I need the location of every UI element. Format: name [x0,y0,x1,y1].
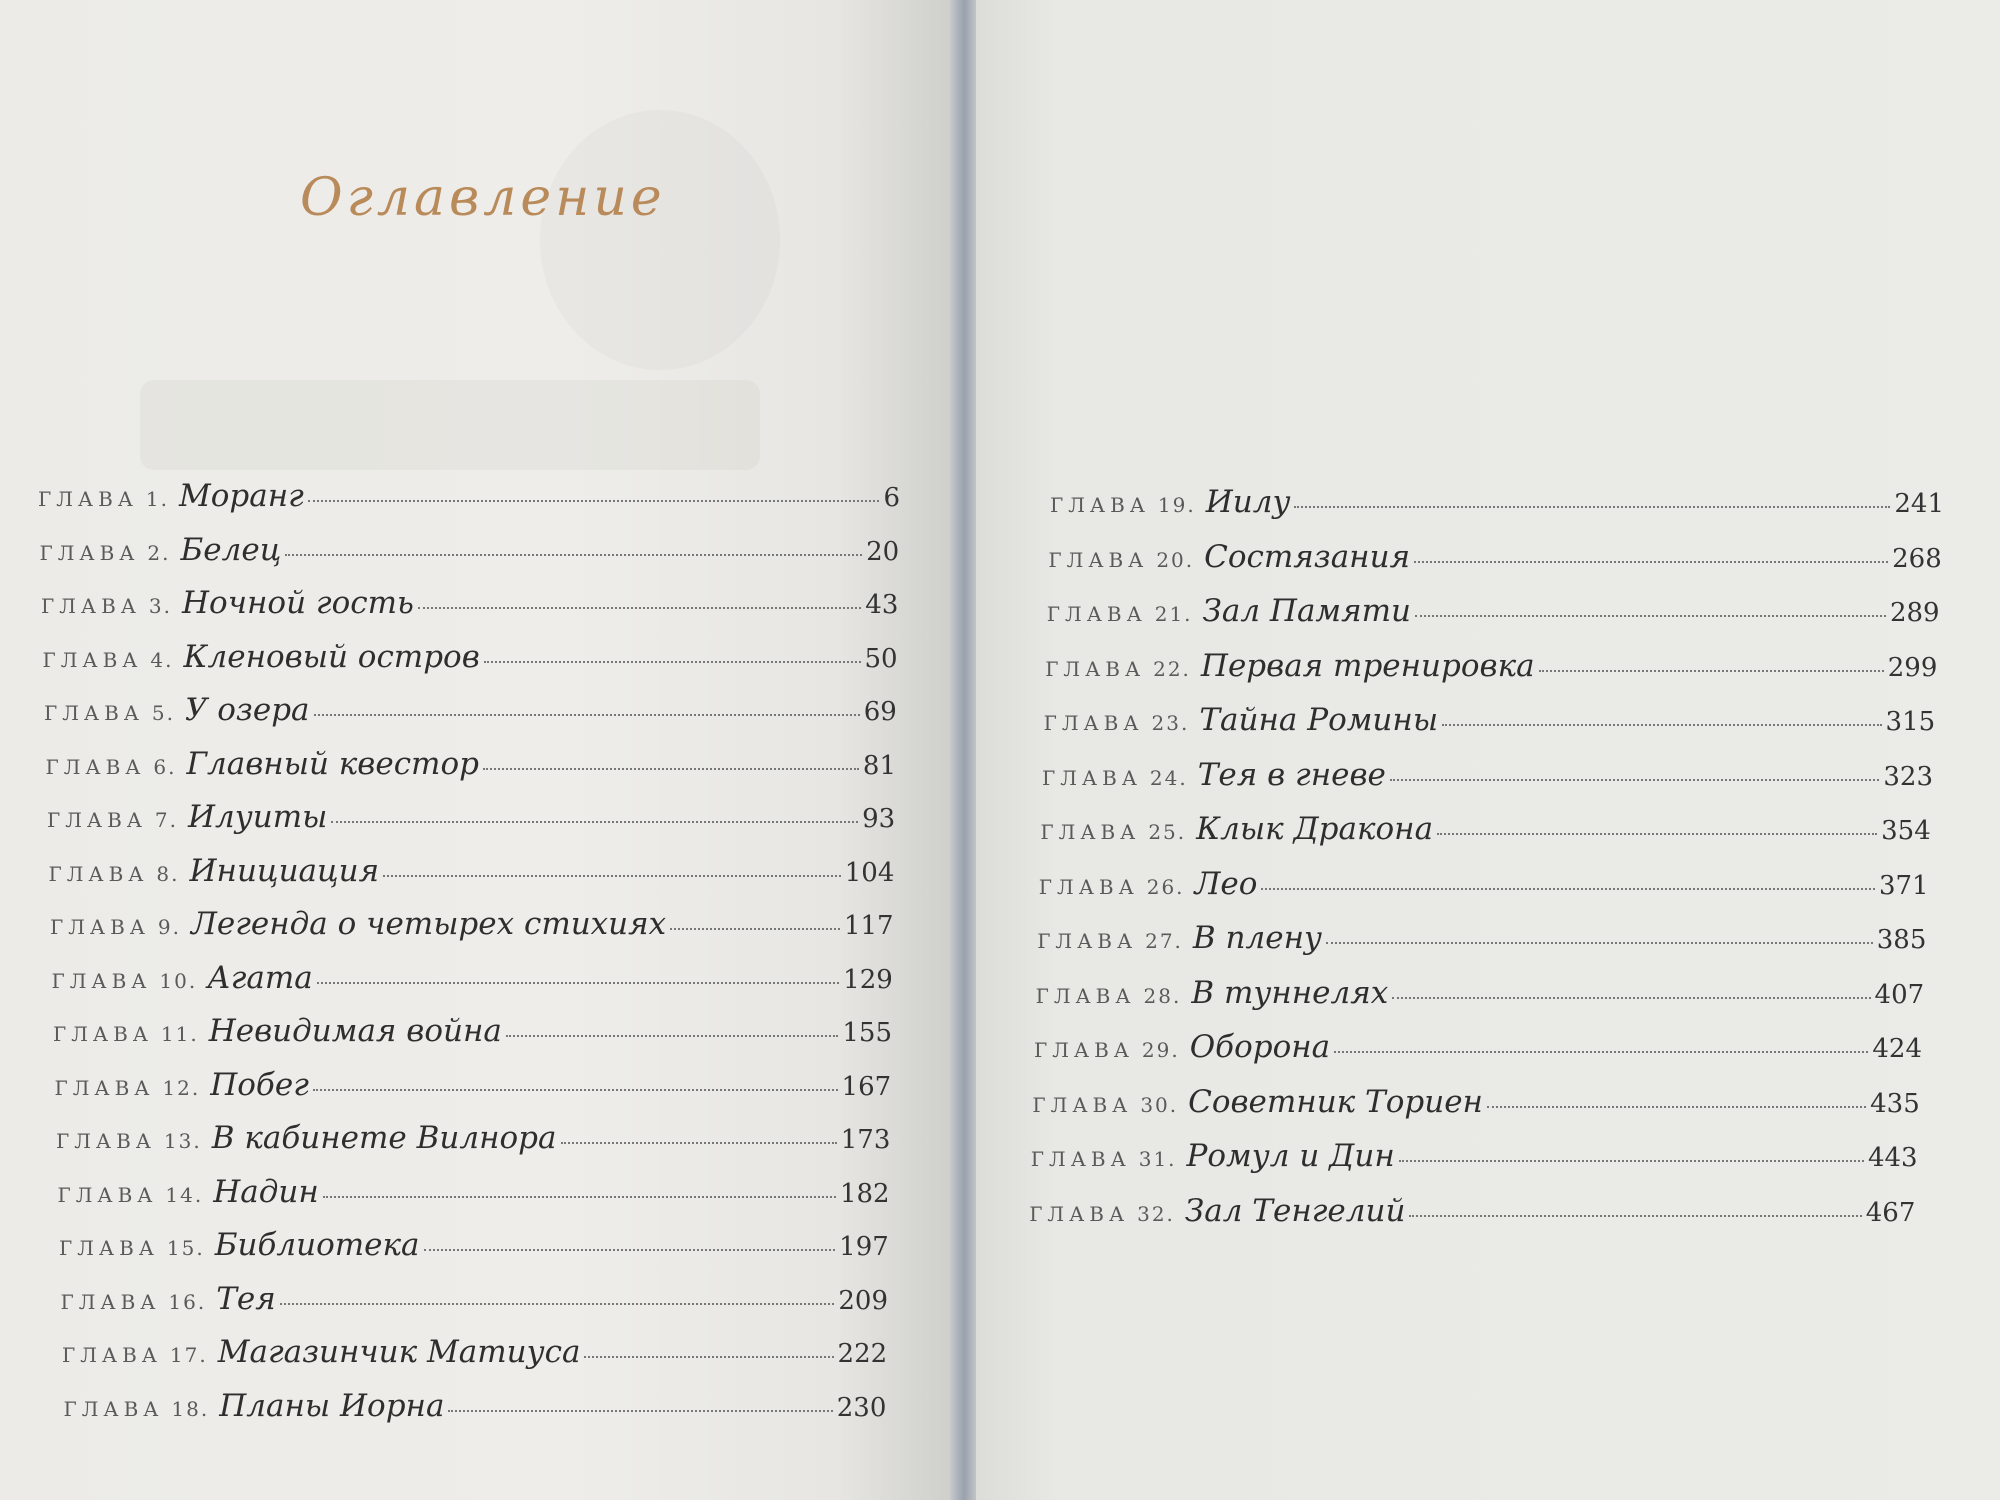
dot-leader [1334,1051,1868,1053]
chapter-number: 22. [1153,656,1191,681]
dot-leader [424,1249,836,1251]
toc-entry [50,906,894,946]
chapter-number: 6. [153,754,177,779]
toc-entry [38,478,900,518]
toc-entry [62,1334,887,1374]
chapter-number: 12. [162,1075,201,1100]
chapter-number: 27. [1145,929,1183,953]
chapter-title: Оборона [1189,1029,1331,1065]
chapter-title: Надин [213,1173,319,1210]
chapter-title: Кленовый остров [183,638,480,675]
chapter-label: ГЛАВА [60,1289,161,1314]
dot-leader [1390,779,1880,781]
chapter-title: В туннелях [1191,974,1389,1011]
chapter-number: 32. [1137,1201,1175,1226]
chapter-label: ГЛАВА [1038,874,1139,899]
chapter-title: Состязания [1204,538,1411,575]
chapter-page-number: 315 [1885,707,1936,737]
dot-leader [484,661,861,663]
chapter-label: ГЛАВА [38,487,138,511]
toc-entry [1031,1138,1918,1178]
chapter-title: Зал Памяти [1202,593,1412,629]
dot-leader [308,500,880,502]
chapter-label: ГЛАВА [1035,983,1136,1008]
chapter-number: 31. [1138,1147,1177,1171]
toc-entry [1045,648,1937,688]
left-page [0,0,950,1500]
chapter-title: Тея в гневе [1197,756,1386,793]
chapter-page-number: 299 [1887,652,1938,683]
chapter-label: ГЛАВА [1029,1201,1130,1226]
toc-entry [1042,757,1933,797]
chapter-number: 11. [160,1022,199,1046]
dot-leader [561,1142,837,1144]
toc-entry [61,1281,889,1321]
chapter-title: Тея [216,1280,276,1317]
chapter-title: Белец [180,531,282,568]
chapter-title: Агата [207,959,313,996]
chapter-label: ГЛАВА [56,1129,156,1153]
chapter-title: Иилу [1205,484,1291,520]
dot-leader [1294,506,1890,508]
chapter-title: Легенда о четырех стихиях [191,906,667,942]
chapter-page-number: 93 [862,804,896,834]
chapter-number: 19. [1157,493,1196,517]
chapter-label: ГЛАВА [45,754,146,779]
dot-leader [313,1089,838,1091]
chapter-label: ГЛАВА [41,594,141,618]
chapter-title: Ночной гость [182,585,414,621]
dot-leader [1392,997,1870,999]
chapter-number: 24. [1149,765,1188,790]
chapter-page-number: 435 [1870,1088,1920,1119]
chapter-label: ГЛАВА [44,701,144,725]
dot-leader [1409,1215,1861,1217]
chapter-page-number: 209 [838,1285,888,1316]
chapter-label: ГЛАВА [54,1075,155,1100]
chapter-label: ГЛАВА [1045,656,1146,681]
chapter-title: Планы Иорна [219,1387,445,1424]
chapter-number: 29. [1141,1038,1180,1062]
toc-entry [43,639,898,679]
chapter-page-number: 43 [865,590,899,620]
toc-entry [52,960,893,1000]
chapter-label: ГЛАВА [1048,547,1149,572]
toc-entry [1029,1193,1915,1233]
chapter-number: 2. [147,540,171,565]
chapter-number: 1. [145,487,170,511]
chapter-label: ГЛАВА [1034,1038,1134,1062]
chapter-label: ГЛАВА [57,1182,158,1207]
chapter-page-number: 129 [843,964,893,995]
chapter-label: ГЛАВА [1042,765,1142,790]
dot-leader [506,1035,838,1037]
chapter-label: ГЛАВА [1040,820,1141,844]
chapter-title: Клык Дракона [1196,811,1434,847]
toc-entry [1040,811,1930,851]
dot-leader [285,554,862,556]
chapter-number: 13. [163,1129,202,1153]
chapter-title: Лео [1194,865,1258,902]
dot-leader [331,821,858,823]
chapter-number: 14. [165,1182,204,1207]
chapter-label: ГЛАВА [39,540,140,565]
toc-entry [56,1120,890,1160]
toc-entry [64,1388,887,1428]
dot-leader [670,928,840,930]
chapter-page-number: 230 [836,1392,887,1423]
dot-leader [383,875,841,877]
toc-entry [53,1013,892,1053]
dot-leader [483,768,859,770]
toc-entry [46,746,897,786]
chapter-title: Ромул и Дин [1186,1138,1395,1174]
chapter-page-number: 407 [1874,979,1925,1010]
toc-entry [1037,920,1926,960]
toc-entry [49,853,895,893]
chapter-page-number: 117 [843,911,894,941]
chapter-label: ГЛАВА [1030,1147,1131,1171]
show-through-shape [540,110,780,370]
chapter-title: Побег [210,1066,309,1103]
chapter-page-number: 155 [842,1018,892,1048]
chapter-title: Главный квестор [186,745,479,782]
chapter-label: ГЛАВА [1032,1092,1133,1117]
toc-entry [1039,866,1929,906]
chapter-label: ГЛАВА [63,1396,164,1421]
dot-leader [418,607,861,609]
chapter-page-number: 467 [1865,1197,1916,1228]
chapter-title: В кабинете Вилнора [211,1120,557,1156]
chapter-number: 4. [150,647,174,672]
chapter-title: Зал Тенгелий [1184,1192,1406,1229]
dot-leader [448,1410,832,1412]
chapter-label: ГЛАВА [1050,493,1150,517]
chapter-title: Илуиты [188,799,328,835]
chapter-label: ГЛАВА [62,1343,162,1367]
chapter-number: 5. [151,701,176,725]
chapter-page-number: 385 [1876,925,1927,955]
chapter-number: 8. [156,861,180,886]
chapter-label: ГЛАВА [51,968,152,993]
dot-leader [280,1303,835,1305]
chapter-number: 9. [157,915,182,939]
chapter-label: ГЛАВА [48,861,149,886]
chapter-label: ГЛАВА [1037,929,1138,953]
chapter-title: Тайна Ромины [1199,702,1439,738]
chapter-number: 18. [171,1396,210,1421]
chapter-page-number: 81 [862,750,896,781]
toc-entry [1032,1084,1919,1124]
toc-entry [1047,593,1940,633]
toc-entry [40,532,900,572]
dot-leader [1326,942,1873,944]
chapter-page-number: 104 [844,857,895,888]
toc-entry [47,799,895,839]
chapter-number: 3. [148,594,173,618]
dot-leader [1442,724,1881,726]
toc-entry [1036,975,1925,1015]
chapter-number: 26. [1146,874,1185,899]
chapter-page-number: 443 [1867,1143,1918,1173]
dot-leader [1399,1160,1864,1162]
chapter-page-number: 6 [883,483,900,513]
chapter-title: Моранг [179,478,304,514]
chapter-label: ГЛАВА [50,915,150,939]
chapter-page-number: 222 [837,1339,888,1369]
chapter-label: ГЛАВА [59,1236,159,1260]
chapter-label: ГЛАВА [42,647,143,672]
chapter-page-number: 20 [866,536,900,567]
toc-heading: Оглавление [300,168,666,228]
chapter-page-number: 182 [839,1178,890,1209]
chapter-page-number: 289 [1889,598,1940,628]
chapter-number: 25. [1148,820,1187,844]
chapter-page-number: 50 [864,643,898,674]
chapter-page-number: 167 [841,1071,892,1102]
toc-entry [58,1174,890,1214]
dot-leader [1437,833,1877,835]
book-gutter [950,0,976,1500]
chapter-title: Невидимая война [208,1013,502,1049]
dot-leader [1539,670,1884,672]
chapter-title: Первая тренировка [1200,647,1535,684]
chapter-page-number: 241 [1894,489,1944,519]
chapter-title: Библиотека [214,1227,420,1263]
chapter-title: В плену [1192,920,1323,956]
chapter-page-number: 173 [840,1125,891,1155]
chapter-title: Магазинчик Матиуса [217,1334,581,1370]
toc-entry [41,585,898,625]
chapter-number: 10. [159,968,198,993]
chapter-page-number: 197 [839,1232,889,1262]
chapter-number: 28. [1143,983,1182,1008]
toc-entry [55,1067,892,1107]
chapter-number: 17. [169,1343,208,1367]
chapter-number: 16. [168,1289,207,1314]
dot-leader [1261,888,1875,890]
dot-leader [317,982,839,984]
dot-leader [314,714,860,716]
chapter-page-number: 69 [863,697,897,727]
chapter-number: 30. [1140,1092,1179,1117]
chapter-number: 20. [1156,547,1195,572]
chapter-page-number: 354 [1881,816,1931,846]
dot-leader [1415,615,1886,617]
chapter-page-number: 323 [1883,761,1933,792]
chapter-title: Инициация [189,852,380,889]
toc-entry [59,1227,889,1267]
toc-entry [1050,484,1944,524]
toc-entry [1034,1029,1922,1069]
chapter-title: Советник Ториен [1188,1083,1483,1120]
chapter-label: ГЛАВА [1046,602,1147,626]
dot-leader [323,1196,836,1198]
chapter-page-number: 371 [1878,870,1929,901]
toc-entry [44,692,897,732]
toc-entry [1048,539,1941,579]
show-through-banner [140,380,760,470]
dot-leader [1487,1106,1866,1108]
chapter-label: ГЛАВА [1043,711,1144,735]
toc-entry [1044,702,1936,742]
chapter-number: 21. [1154,602,1193,626]
chapter-number: 15. [166,1236,205,1260]
chapter-title: У озера [185,692,310,728]
chapter-page-number: 268 [1892,543,1942,574]
chapter-page-number: 424 [1872,1034,1922,1064]
dot-leader [584,1356,833,1358]
right-page [976,0,2000,1500]
dot-leader [1414,561,1888,563]
chapter-label: ГЛАВА [47,808,147,832]
chapter-number: 7. [154,808,179,832]
chapter-label: ГЛАВА [53,1022,153,1046]
chapter-number: 23. [1151,711,1190,735]
